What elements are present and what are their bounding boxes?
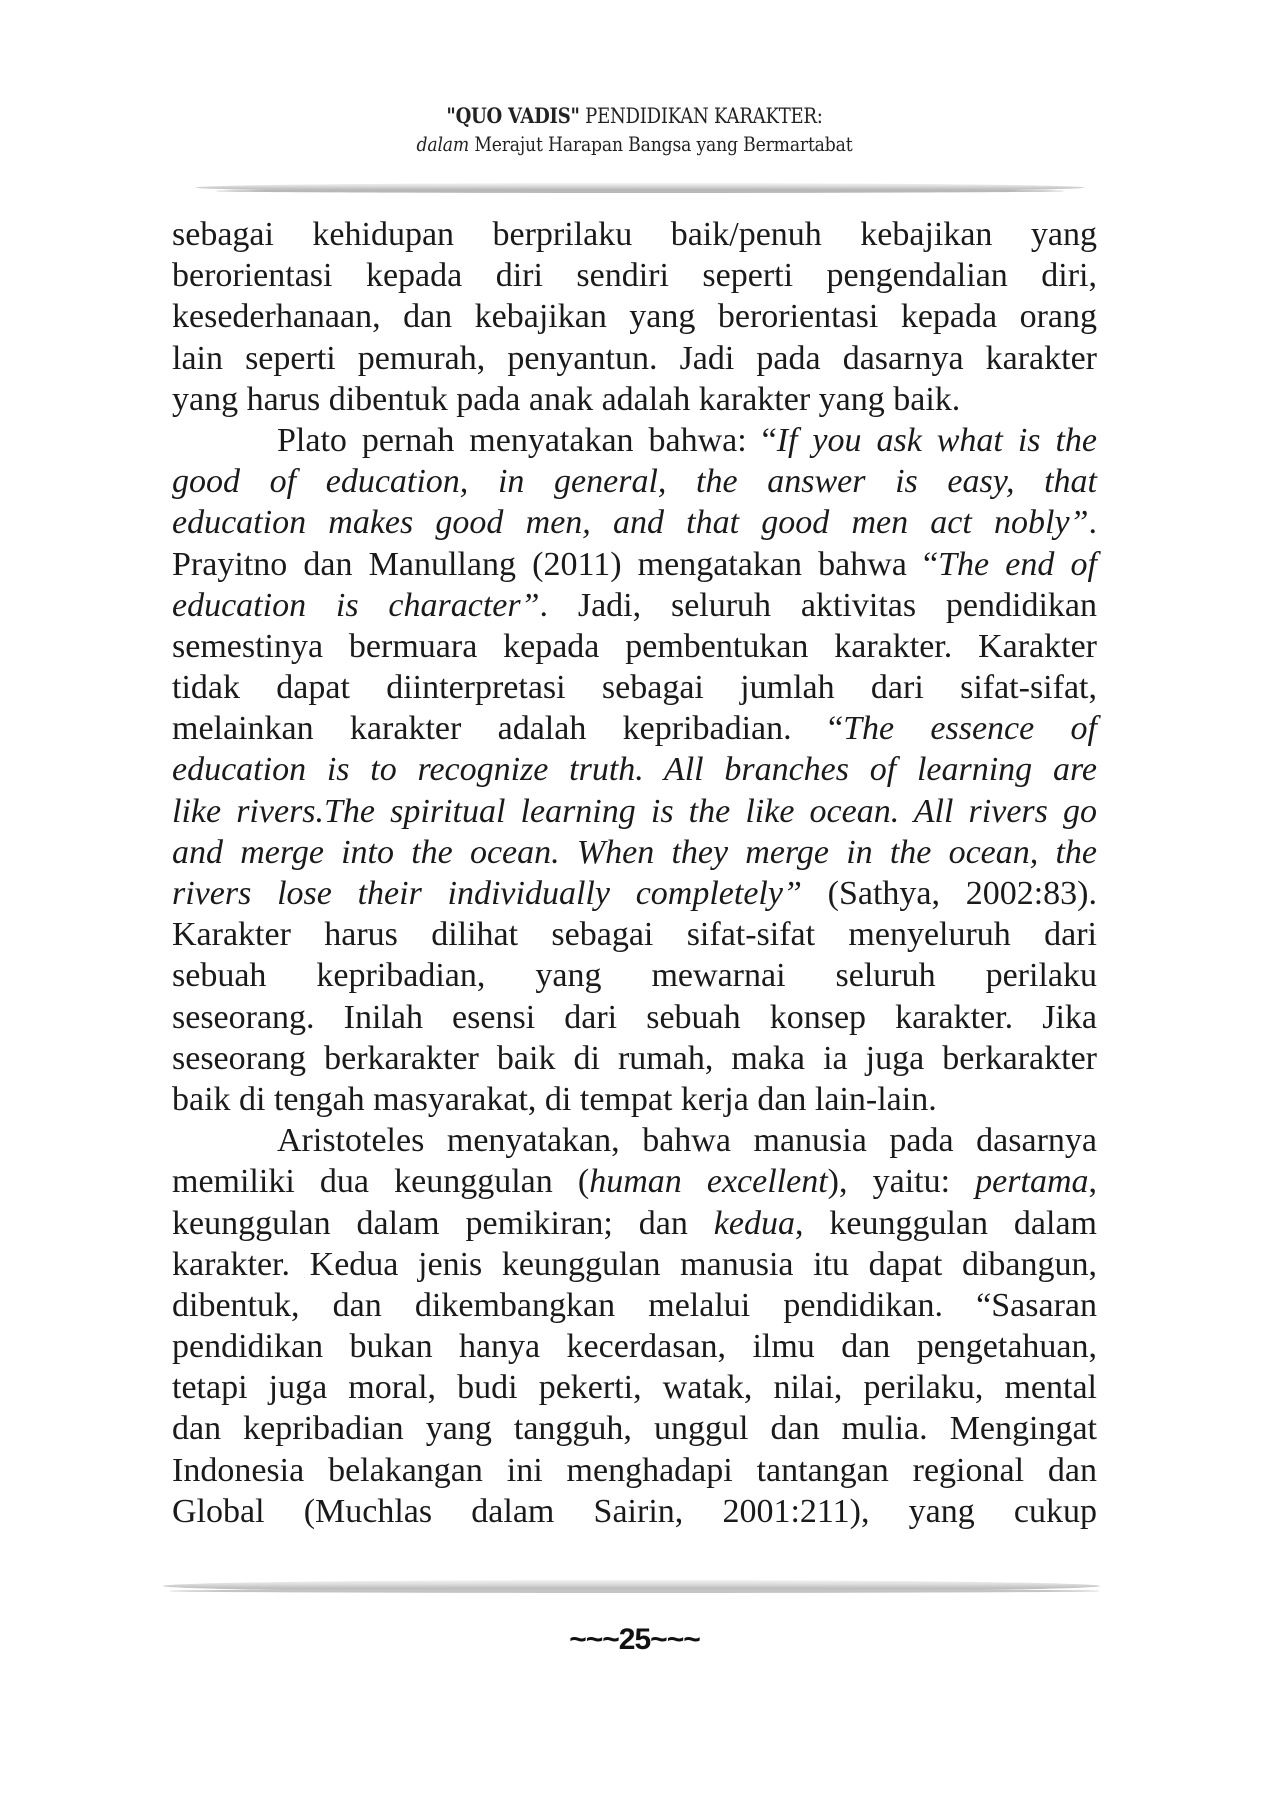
text-line (172, 420, 1097, 461)
text-segment: Plato pernah menyatakan bahwa: “ (277, 421, 777, 459)
book-title-rest: PENDIDIKAN KARAKTER: (579, 104, 823, 128)
text-segment: (Sathya, 2002:83). (801, 875, 1097, 912)
text-line (172, 749, 1097, 790)
text-line (172, 626, 1097, 667)
text-segment: berorientasi kepada diri sendiri seperti pengendalian diri, (172, 257, 1097, 295)
text-segment: melainkan karakter adalah kepribadian. “ (172, 710, 844, 748)
text-segment: yang harus dibentuk pada anak adalah karakter yang baik. (172, 380, 961, 418)
text-line (172, 1079, 1097, 1120)
book-subtitle-italic: dalam (416, 132, 470, 156)
text-line (172, 585, 1097, 626)
text-segment: Prayitno dan Manullang (2011) mengatakan bahwa “ (172, 545, 939, 583)
italic-quote-segment: education is to recognize truth. All branches of learning are (172, 751, 1097, 789)
text-segment: baik di tengah masyarakat, di tempat kerja dan lain-lain. (172, 1080, 937, 1118)
text-line (172, 955, 1097, 996)
text-segment: seseorang berkarakter baik di rumah, maka ia juga berkarakter (172, 1039, 1097, 1077)
text-line (172, 1450, 1097, 1491)
text-segment: , keunggulan dalam (794, 1204, 1097, 1242)
text-line (172, 338, 1097, 379)
text-line (172, 832, 1097, 873)
text-line (172, 1367, 1097, 1408)
text-line (172, 1244, 1097, 1285)
italic-quote-segment: pertama (975, 1163, 1089, 1201)
body-text (172, 214, 1097, 1532)
text-segment: . Jadi, seluruh aktivitas pendidikan (539, 586, 1097, 624)
text-segment: ), yaitu: (827, 1163, 976, 1201)
text-line (172, 914, 1097, 955)
text-line (172, 1285, 1097, 1326)
text-segment: semestinya bermuara kepada pembentukan karakter. Karakter (172, 627, 1097, 665)
italic-quote-segment: If you ask what is the (776, 421, 1097, 459)
text-line (172, 1203, 1097, 1244)
text-segment: tidak dapat diinterpretasi sebagai jumlah dari sifat-sifat, (172, 669, 1097, 707)
italic-quote-segment: like rivers.The spiritual learning is the like ocean. All rivers go (172, 792, 1097, 830)
italic-quote-segment: rivers lose their individually completely” (172, 875, 802, 912)
book-subtitle (89, 130, 1180, 158)
book-title-bold: "QUO VADIS" (446, 103, 580, 128)
text-line (172, 214, 1097, 255)
text-segment: tetapi juga moral, budi pekerti, watak, nilai, perilaku, mental (172, 1369, 1097, 1407)
text-line (172, 1161, 1097, 1202)
text-segment: Global (Muchlas dalam Sairin, 2001:211), yang cukup (172, 1492, 1097, 1530)
italic-quote-segment: good of education, in general, the answer is easy, that (172, 463, 1097, 501)
header-divider (196, 183, 1084, 192)
book-subtitle-rest: Merajut Harapan Bangsa yang Bermartabat (469, 132, 853, 156)
text-segment: sebuah kepribadian, yang mewarnai seluruh perilaku (172, 957, 1097, 995)
text-segment: Aristoteles menyatakan, bahwa manusia pada dasarnya (277, 1122, 1097, 1160)
text-line (172, 544, 1097, 585)
text-segment: dan kepribadian yang tangguh, unggul dan mulia. Mengingat (172, 1410, 1097, 1448)
italic-quote-segment: and merge into the ocean. When they merge in the ocean, the (172, 833, 1097, 871)
text-line (172, 667, 1097, 708)
italic-quote-segment: human excellent (589, 1163, 828, 1201)
page-number: ~~~25~~~ (569, 1623, 700, 1656)
text-segment: keunggulan dalam pemikiran; dan (172, 1204, 714, 1242)
text-segment: . (1088, 504, 1097, 542)
text-line (172, 1491, 1097, 1532)
text-line (172, 708, 1097, 749)
italic-quote-segment: education is character” (172, 586, 540, 624)
text-segment: kesederhanaan, dan kebajikan yang berorientasi kepada orang (172, 298, 1097, 336)
text-line (172, 1408, 1097, 1449)
text-line (172, 997, 1097, 1038)
text-segment: , (1088, 1163, 1097, 1201)
running-head (0, 102, 1269, 158)
text-line (172, 461, 1097, 502)
text-segment: Karakter harus dilihat sebagai sifat-sifat menyeluruh dari (172, 916, 1097, 954)
text-line (172, 873, 1097, 914)
text-line (172, 1326, 1097, 1367)
text-segment: memiliki dua keunggulan ( (172, 1163, 590, 1201)
text-line (172, 379, 1097, 420)
text-segment: pendidikan bukan hanya kecerdasan, ilmu dan pengetahuan, (172, 1328, 1097, 1366)
text-segment: lain seperti pemurah, penyantun. Jadi pada dasarnya karakter (172, 339, 1097, 377)
text-line (172, 1120, 1097, 1161)
book-title (89, 102, 1180, 130)
italic-quote-segment: kedua (713, 1204, 795, 1242)
text-line (172, 1038, 1097, 1079)
text-line (172, 791, 1097, 832)
text-segment: seseorang. Inilah esensi dari sebuah konsep karakter. Jika (172, 998, 1097, 1036)
text-line (172, 502, 1097, 543)
italic-quote-segment: education makes good men, and that good men act nobly” (172, 504, 1089, 542)
italic-quote-segment: The end of (938, 545, 1097, 583)
text-segment: sebagai kehidupan berprilaku baik/penuh kebajikan yang (172, 216, 1097, 253)
text-segment: Indonesia belakangan ini menghadapi tantangan regional dan (172, 1451, 1097, 1489)
text-line (172, 296, 1097, 337)
text-segment: dibentuk, dan dikembangkan melalui pendidikan. “Sasaran (172, 1286, 1097, 1324)
italic-quote-segment: The essence of (843, 710, 1097, 748)
text-segment: karakter. Kedua jenis keunggulan manusia itu dapat dibangun, (172, 1245, 1097, 1283)
text-line (172, 255, 1097, 296)
footer-divider (163, 1580, 1100, 1592)
